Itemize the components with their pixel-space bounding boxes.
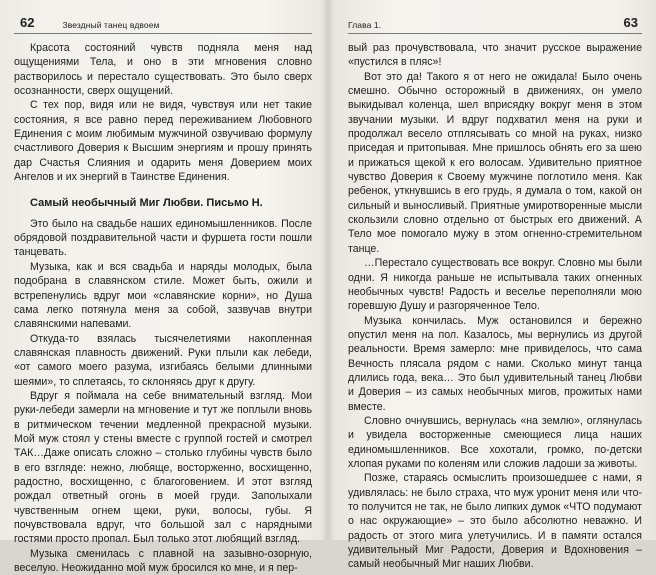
paragraph: Это было на свадьбе наших единомышленников. После обрядовой поздравительной части и фуршета гости пошли танцевать. [14, 217, 312, 259]
right-page-header [348, 0, 642, 34]
paragraph: Вот это да! Такого я от него не ожидала! Было очень смешно. Обычно осторожный в движениях, он умело выкидывал коленца, шел вприсядку вокруг меня в этом звучании музыки. И вдруг подхватил меня на руки и продолжал весело отплясывать со мной на руках, низко приседая и притопывая. Мне пришлось обнять его за шею и прижаться щекой к его волосам. Удивительно приятное чувство Доверия к Своему мужчине поглотило меня. Как ребенок, уткнувшись в его грудь, я думала о том, какой он сильный и выносливый. Приятные умиротворенные мысли скользили словно отдельно от быстрых его движений. А Тело мое помогало мужу в этом огненно-стремительном танце. [348, 70, 642, 255]
left-page [0, 0, 326, 575]
paragraph: Откуда-то взялась тысячелетиями накопленная славянская плавность движений. Руки плыли как лебеди, «от самого моего разума, изгибаясь белыми длинными шеями», то сплетаясь, то склоняясь друг к другу. [14, 332, 312, 388]
left-page-header [14, 0, 312, 34]
paragraph: Музыка кончилась. Муж остановился и бережно опустил меня на пол. Казалось, мы вернулись из другой реальности. Время замерло: мне привиделось, что сама Вечность плясала рядом с нами. Сколько минут танца длились года, века… Это был удивительный танец Любви и Доверия – из самых необычных мигов, прожитых нами вместе. [348, 314, 642, 413]
paragraph: Словно очнувшись, вернулась «на землю», оглянулась и увидела восторженные смеющиеся лица наших единомышленников. Все хохотали, громко, по-детски хлопая руками по коленям или сложив ладоши за животы. [348, 414, 642, 470]
right-page [330, 0, 656, 571]
paragraph: Вдруг я поймала на себе внимательный взгляд. Мои руки-лебеди замерли на мгновение и тут же поплыли вновь в ритмическом течении медленной прекрасной музыки. Мой муж стоял у стены вместе с группой гостей и смотрел ТАК…Даже описать сложно – столько глубины чувств было в его взгляде: нежно, любяще, восторженно, восхищенно, радостно, восхищенно, с благоговением. И этот взгляд рождал ответный огонь в моей груди. Заполыхали чувственным огнем щеки, руки, волосы, губы. Я почувствовала вдруг, что большой зал с нарядными гостями просто пропал. Был только этот любящий взгляд. [14, 389, 312, 546]
page-number: 63 [623, 15, 638, 30]
page-number: 62 [20, 15, 35, 30]
paragraph: Музыка, как и вся свадьба и наряды молодых, была подобрана в славянском стиле. Может быть, ожили и встрепенулись вдруг мои «славянские корни», но Душа сама легко потянула меня за собой, зазвучав внутри славянскими напевами. [14, 260, 312, 331]
paragraph: С тех пор, видя или не видя, чувствуя или нет такие состояния, я все равно перед переживанием Любовного Единения с моим любимым мужчиной озвучиваю формулу счастливого Доверия к Высшим энергиям и прошу принять дар Счастья Слияния и одарить меня Доверием моих Ангелов и их энергий в Таинстве Единения. [14, 99, 312, 184]
running-head: Глава 1. [348, 20, 382, 30]
right-page-body [348, 41, 642, 572]
paragraph: Музыка сменилась с плавной на зазывно-озорную, веселую. Неожиданно мой муж бросился ко мне, и я пер- [14, 547, 312, 575]
running-head: Звездный танец вдвоем [62, 20, 160, 30]
paragraph: …Перестало существовать все вокруг. Словно мы были одни. Я никогда раньше не испытывала таких огненных необычных чувств! Радость и веселье переполняли мою горевшую Душу и разгоряченное Тело. [348, 257, 642, 313]
section-title: Самый необычный Миг Любви. Письмо Н. [30, 197, 263, 210]
left-page-body [14, 41, 312, 575]
paragraph: вый раз прочувствовала, что значит русское выражение «пустился в пляс»! [348, 42, 642, 69]
paragraph: Позже, стараясь осмыслить произошедшее с нами, я удивлялась: не было страха, что муж уронит меня или что-то получится не так, не было липких думок «ЧТО подумают о нас окружающие» – это было абсолютно неважно. И радость от этого мига улетучились. И в памяти остался удивительный Миг Радости, Доверия и Вдохновения – самый необычный Миг наших Любви. [348, 472, 642, 571]
paragraph: Красота состояний чувств подняла меня над ощущениями Тела, и оно в эти мгновения словно растворилось и перестало существовать. Это было сверх осознанности, сверх ощущений. [14, 42, 312, 98]
